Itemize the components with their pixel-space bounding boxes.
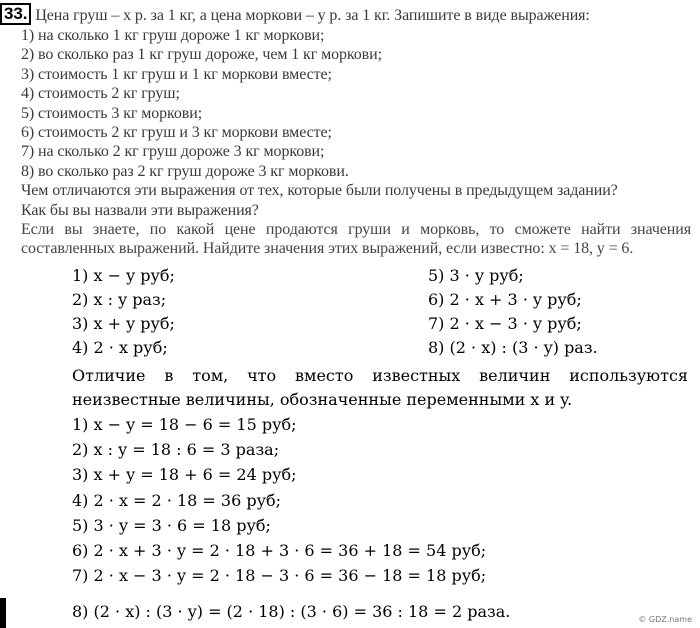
task-statement xyxy=(4,4,691,259)
calculation-item: 8) (2 · x) : (3 · y) = (2 · 18) : (3 · 6) = 36 : 18 = 2 раза. xyxy=(72,602,511,622)
task-item: 3) стоимость 1 кг груш и 1 кг моркови вместе; xyxy=(21,65,332,83)
task-item: 6) стоимость 2 кг груш и 3 кг моркови вместе; xyxy=(21,124,332,142)
task-intro-line xyxy=(4,4,691,26)
page-edge-mark xyxy=(0,598,6,628)
calculation-item: 2) x : y = 18 : 6 = 3 раза; xyxy=(72,440,280,460)
expression-item: 8) (2 · x) : (3 · y) раз. xyxy=(428,338,598,357)
watermark: © GDZ.name xyxy=(638,615,692,624)
task-intro: Цена груш – x р. за 1 кг, а цена моркови – y р. за 1 кг. Запишите в виде выражения: xyxy=(35,7,590,24)
calculation-item: 6) 2 · x + 3 · y = 2 · 18 + 3 · 6 = 36 + 18 = 54 руб; xyxy=(72,540,487,560)
calculation-item: 1) x − y = 18 − 6 = 15 руб; xyxy=(72,415,297,434)
difference-line: неизвестные величины, обозначенные переменными x и y. xyxy=(72,390,573,409)
calculation-item: 7) 2 · x − 3 · y = 2 · 18 − 3 · 6 = 36 − 18 = 18 руб; xyxy=(72,566,487,586)
task-prompt-line: составленных выражений. Найдите значения этих выражений, если известно: x = 18, y = 6. xyxy=(21,240,634,258)
task-item: 1) на сколько 1 кг груш дороже 1 кг моркови; xyxy=(21,27,325,44)
expression-item: 2) x : y раз; xyxy=(72,290,167,309)
task-item: 8) во сколько раз 2 кг груш дороже 3 кг моркови. xyxy=(21,162,349,180)
expressions-grid xyxy=(72,264,688,360)
calculations-list xyxy=(72,412,688,625)
difference-explanation xyxy=(72,364,688,412)
task-item: 2) во сколько раз 1 кг груш дороже, чем 1 кг моркови; xyxy=(21,46,382,64)
task-item: 4) стоимость 2 кг груш; xyxy=(21,85,180,103)
expression-item: 3) x + y руб; xyxy=(72,314,175,333)
difference-line: Отличие в том, что вместо известных величин используются xyxy=(72,366,688,385)
calculation-item: 5) 3 · y = 3 · 6 = 18 руб; xyxy=(72,515,271,535)
answer-block xyxy=(72,264,688,625)
calculation-item: 3) x + y = 18 + 6 = 24 руб; xyxy=(72,465,297,485)
expression-item: 6) 2 · x + 3 · y руб; xyxy=(428,290,582,309)
task-number-box: 33. xyxy=(0,3,31,25)
task-question-line: Чем отличаются эти выражения от тех, которые были получены в предыдущем задании? xyxy=(21,182,618,200)
task-item: 7) на сколько 2 кг груш дороже 3 кг моркови; xyxy=(21,143,325,161)
task-question-line: Как бы вы назвали эти выражения? xyxy=(21,201,259,219)
task-prompt-line: Если вы знаете, по какой цене продаются груши и морковь, то сможете найти значения xyxy=(21,221,691,239)
expression-item: 7) 2 · x − 3 · y руб; xyxy=(428,314,582,333)
task-item: 5) стоимость 3 кг моркови; xyxy=(21,104,203,122)
expression-item: 5) 3 · y руб; xyxy=(428,266,524,285)
calculation-item: 4) 2 · x = 2 · 18 = 36 руб; xyxy=(72,490,282,510)
expression-item: 1) x − y руб; xyxy=(72,266,175,285)
expression-item: 4) 2 · x руб; xyxy=(72,338,168,357)
